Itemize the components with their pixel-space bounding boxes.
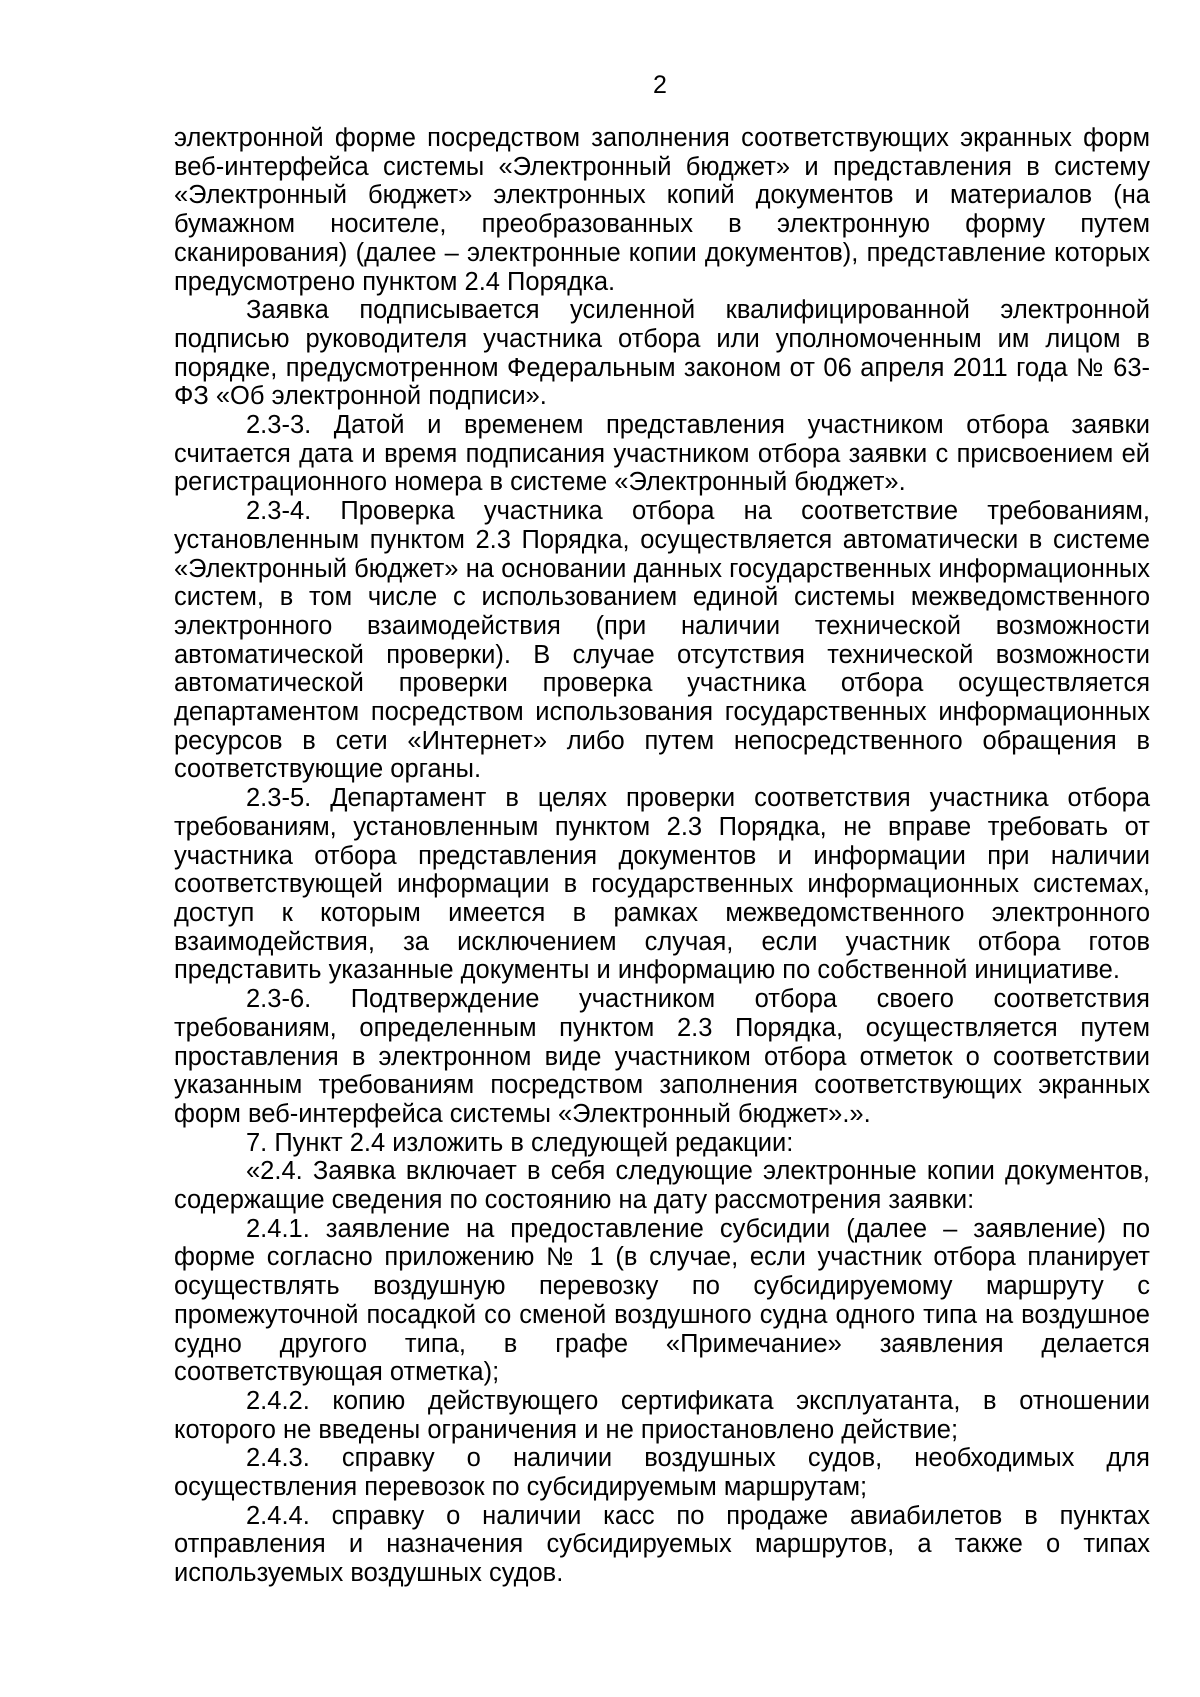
paragraph-2-4-4: 2.4.4. справку о наличии касс по продаже авиабилетов в пунктах отправления и назначения субсидируемых маршрутов, а также о типах используемых воздушных судов. <box>174 1501 1150 1588</box>
paragraph-2-3-6: 2.3-6. Подтверждение участником отбора своего соответствия требованиям, определенным пунктом 2.3 Порядка, осуществляется путем проставления в электронном виде участником отбора отметок о соответствии указанным требованиям посредством заполнения соответствующих экранных форм веб-интерфейса системы «Электронный бюджет».». <box>174 985 1150 1128</box>
document-body <box>174 124 1150 1588</box>
paragraph-2-3-5: 2.3-5. Департамент в целях проверки соответствия участника отбора требованиям, установленным пунктом 2.3 Порядка, не вправе требовать от участника отбора представления документов и информации при наличии соответствующей информации в государственных информационных системах, доступ к которым имеется в рамках межведомственного электронного взаимодействия, за исключением случая, если участник отбора готов представить указанные документы и информацию по собственной инициативе. <box>174 784 1150 985</box>
paragraph-2-4-1: 2.4.1. заявление на предоставление субсидии (далее – заявление) по форме согласно приложению № 1 (в случае, если участник отбора планирует осуществлять воздушную перевозку по субсидируемому маршруту с промежуточной посадкой со сменой воздушного судна одного типа на воздушное судно другого типа, в графе «Примечание» заявления делается соответствующая отметка); <box>174 1214 1150 1387</box>
paragraph-2-4-2: 2.4.2. копию действующего сертификата эксплуатанта, в отношении которого не введены ограничения и не приостановлено действие; <box>174 1386 1150 1444</box>
paragraph-item-7: 7. Пункт 2.4 изложить в следующей редакции: <box>246 1128 794 1157</box>
paragraph-2-4-3: 2.4.3. справку о наличии воздушных судов, необходимых для осуществления перевозок по субсидируемым маршрутам; <box>174 1444 1150 1502</box>
paragraph-continuation: электронной форме посредством заполнения соответствующих экранных форм веб-интерфейса системы «Электронный бюджет» и представления в систему «Электронный бюджет» электронных копий документов и материалов (на бумажном носителе, преобразованных в электронную форму путем сканирования) (далее – электронные копии документов), представление которых предусмотрено пунктом 2.4 Порядка. <box>174 124 1150 296</box>
paragraph-2-3-3: 2.3-3. Датой и временем представления участником отбора заявки считается дата и время подписания участником отбора заявки с присвоением ей регистрационного номера в системе «Электронный бюджет». <box>174 411 1150 497</box>
page-number: 2 <box>653 71 667 99</box>
paragraph-2-4: «2.4. Заявка включает в себя следующие электронные копии документов, содержащие сведения по состоянию на дату рассмотрения заявки: <box>174 1157 1150 1215</box>
paragraph-signature: Заявка подписывается усиленной квалифицированной электронной подписью руководителя участника отбора или уполномоченным им лицом в порядке, предусмотренном Федеральным законом от 06 апреля 2011 года № 63-ФЗ «Об электронной подписи». <box>174 296 1150 411</box>
paragraph-2-3-4: 2.3-4. Проверка участника отбора на соответствие требованиям, установленным пунктом 2.3 Порядка, осуществляется автоматически в системе «Электронный бюджет» на основании данных государственных информационных систем, в том числе с использованием единой системы межведомственного электронного взаимодействия (при наличии технической возможности автоматической проверки). В случае отсутствия технической возможности автоматической проверки проверка участника отбора осуществляется департаментом посредством использования государственных информационных ресурсов в сети «Интернет» либо путем непосредственного обращения в соответствующие органы. <box>174 497 1150 784</box>
